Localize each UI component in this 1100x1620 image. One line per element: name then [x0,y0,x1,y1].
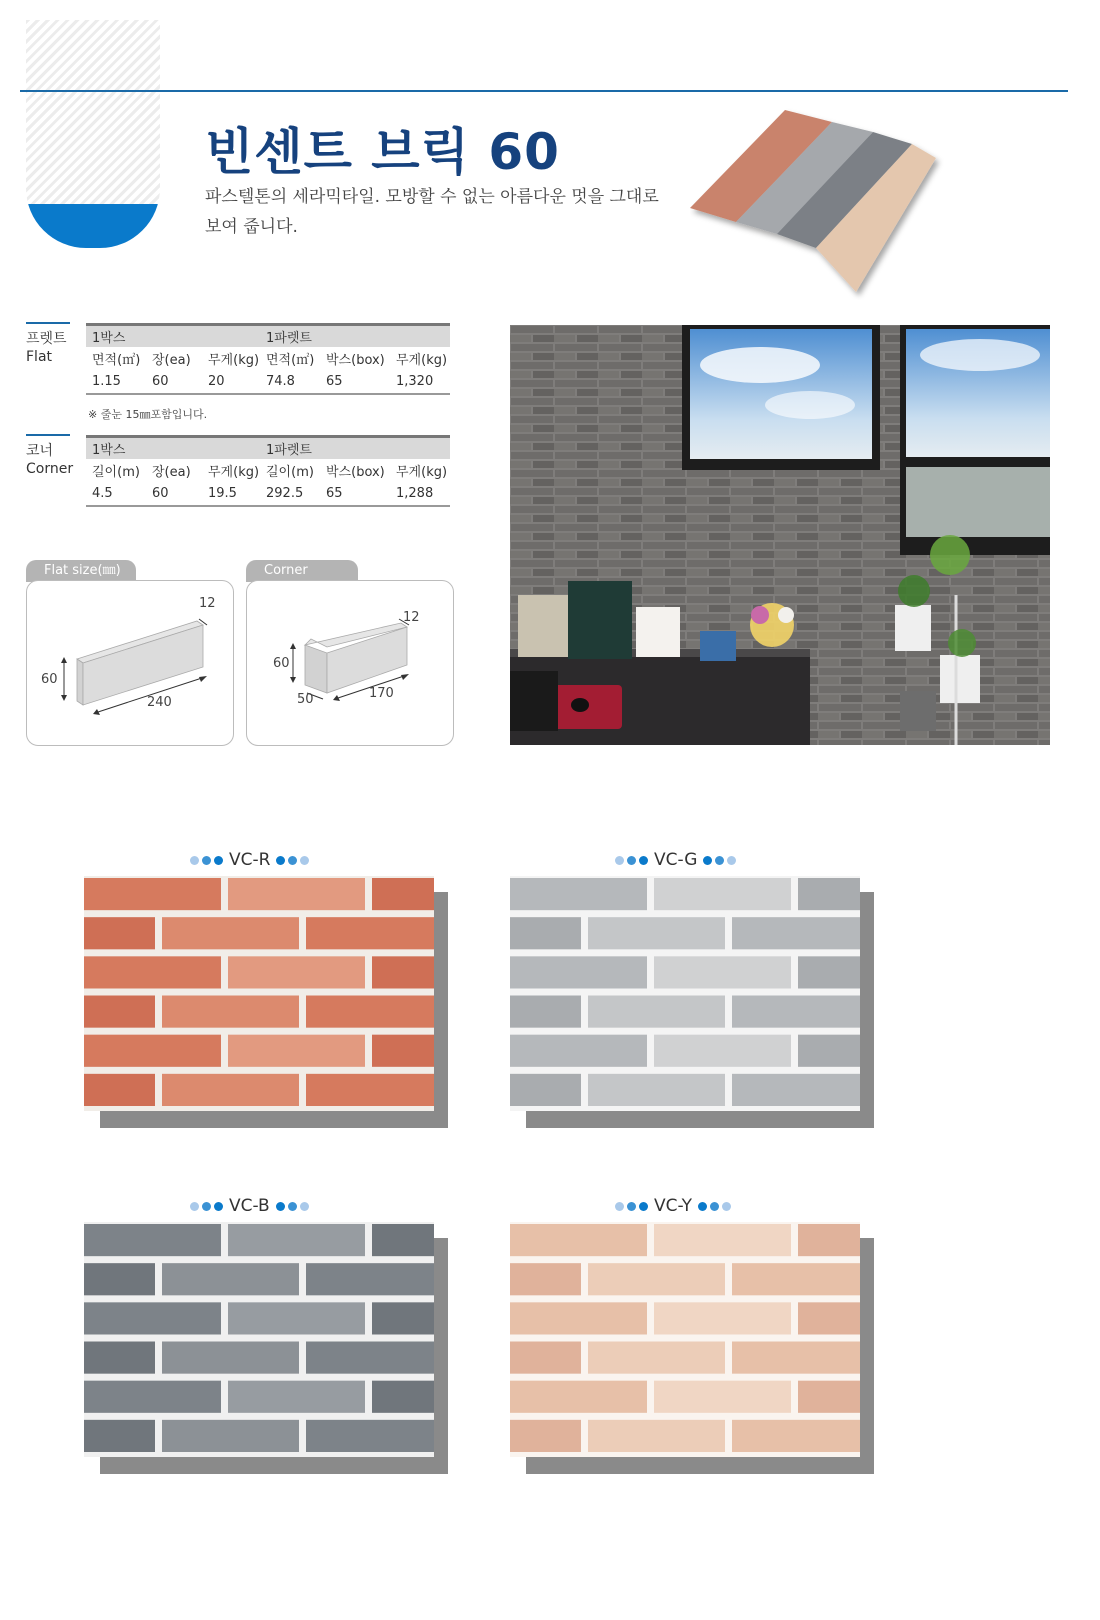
swatch-vc-y [510,1222,860,1457]
corner-group-box: 1박스 [86,437,260,460]
brick [510,1342,581,1374]
corner-label [26,434,73,478]
brick [510,956,647,988]
brick [228,1035,365,1067]
brick [84,1224,221,1256]
dots-right [703,856,736,865]
brick [732,1263,860,1295]
swatch-label-vc-b [190,1196,309,1216]
header-tab-accent [26,204,160,248]
table-row [86,459,450,482]
calendar [636,607,680,657]
table-header: 무게(kg) [396,353,448,368]
header-tab-decoration [26,20,160,248]
corner-width-label: 170 [369,686,394,701]
plant-pot-2 [940,655,980,703]
flat-size-box [26,580,234,746]
table-header: 무게(kg) [208,465,260,480]
brick [372,1224,434,1256]
brick [510,1381,647,1413]
brick [588,917,725,949]
brick [228,956,365,988]
brick [732,917,860,949]
brick [162,996,299,1028]
brick [84,878,221,910]
brick [372,1035,434,1067]
brick [732,1074,860,1106]
brick [162,1420,299,1452]
brick [510,996,581,1028]
table-header: 무게(kg) [208,353,260,368]
brick [306,1342,434,1374]
brick [798,878,860,910]
brick [84,1342,155,1374]
table-header: 면적(㎡) [266,353,315,368]
corner-label-ko: 코너 [26,443,54,459]
swatch-vc-g [510,876,860,1111]
brick [654,1381,791,1413]
dots-left [615,1202,648,1211]
interior-photo [510,325,1050,745]
brick [306,917,434,949]
flat-label-en: Flat [26,349,53,365]
corner-label-en: Corner [26,461,74,477]
swatch-code: VC-B [229,1196,270,1216]
table-cell: 4.5 [86,482,146,506]
corner-group-pallet: 1파렛트 [260,437,450,460]
brick [84,1420,155,1452]
corner-spec-table [86,435,450,507]
brick [162,1074,299,1106]
plant-pot-3 [900,691,936,731]
flat-size-diagram [27,581,232,743]
brick [228,1224,365,1256]
laptop [510,671,558,731]
table-cell: 65 [320,370,390,394]
brick [732,1420,860,1452]
brick [654,1224,791,1256]
brick [306,1074,434,1106]
brick [588,1420,725,1452]
corner-size-box [246,580,454,746]
photo-frame [700,631,736,661]
brick [510,1074,581,1106]
brick [306,1263,434,1295]
table-header: 장(ea) [152,353,191,368]
description-line-1: 파스텔톤의 세라믹타일. 모방할 수 없는 아름다운 멋을 그대로 [205,187,659,207]
flat-group-pallet: 1파렛트 [260,325,450,348]
corner-height-label: 60 [273,656,290,671]
corner-size-diagram [247,581,452,743]
table-cell: 20 [202,370,260,394]
table-cell: 292.5 [260,482,320,506]
brick [306,1420,434,1452]
table-row [86,437,450,460]
brick [510,1035,647,1067]
dots-right [698,1202,731,1211]
swatch-code: VC-G [654,850,698,870]
brick [510,1224,647,1256]
brick [654,1035,791,1067]
brick [654,956,791,988]
flat-height-label: 60 [41,672,58,687]
brick [654,1302,791,1334]
table-header: 길이(m) [92,465,140,480]
corner-size-tag: Corner [246,560,358,582]
brick [732,1342,860,1374]
brick [372,1302,434,1334]
flat-width-label: 240 [147,695,172,710]
flat-label [26,322,70,366]
table-header: 길이(m) [266,465,314,480]
table-cell: 19.5 [202,482,260,506]
brick [588,1074,725,1106]
dots-left [190,1202,223,1211]
brick [162,1342,299,1374]
swatch-label-vc-r [190,850,309,870]
table-cell: 1.15 [86,370,146,394]
brick [372,1381,434,1413]
brick [84,1074,155,1106]
flat-spec-table [86,323,450,395]
flat-size-tag: Flat size(㎜) [26,560,136,582]
dots-left [615,856,648,865]
brick [588,996,725,1028]
table-row [86,325,450,348]
brick [588,1263,725,1295]
table-header: 박스(box) [326,353,385,368]
brick [510,1263,581,1295]
table-header: 장(ea) [152,465,191,480]
brick [162,1263,299,1295]
flat-depth-label: 12 [199,596,216,611]
plant [930,535,970,575]
brick [798,1035,860,1067]
brick [84,917,155,949]
plant-pot [895,605,931,651]
table-header: 무게(kg) [396,465,448,480]
brick [798,956,860,988]
table-cell: 65 [320,482,390,506]
dots-right [276,1202,309,1211]
header-rule [20,90,1068,92]
brick [798,1302,860,1334]
swatch-code: VC-R [229,850,271,870]
dots-left [190,856,223,865]
brick [372,956,434,988]
brick [228,1381,365,1413]
swatch-vc-r [84,876,434,1111]
table-header: 면적(㎡) [92,353,141,368]
brick [588,1342,725,1374]
brick [510,1420,581,1452]
brick [84,1035,221,1067]
table-cell: 60 [146,370,202,394]
window-right-lower [906,467,1050,537]
table-cell: 74.8 [260,370,320,394]
binder [568,581,632,659]
table-cell: 60 [146,482,202,506]
table-cell: 1,320 [390,370,450,394]
swatch-code: VC-Y [654,1196,693,1216]
swatch-label-vc-g [615,850,736,870]
brick [798,1381,860,1413]
brick [84,996,155,1028]
table-header: 박스(box) [326,465,385,480]
table-row [86,482,450,506]
brick [84,1302,221,1334]
table-row [86,370,450,394]
brick [372,878,434,910]
dots-right [276,856,309,865]
page-title: 빈센트 브릭 60 [205,123,560,181]
brick [510,878,647,910]
brick [510,1302,647,1334]
brick [228,1302,365,1334]
brick [84,956,221,988]
mouse [571,698,589,712]
brick [84,1381,221,1413]
flat-note: ※ 줄눈 15㎜포함입니다. [88,408,208,421]
brick [306,996,434,1028]
description-line-2: 보여 줍니다. [205,217,298,237]
swatch-label-vc-y [615,1196,731,1216]
brick [798,1224,860,1256]
flat-group-box: 1박스 [86,325,260,348]
flat-label-ko: 프렛트 [26,331,67,347]
product-tiles-image [690,100,950,300]
brick [162,917,299,949]
product-description [205,182,685,242]
brick [228,878,365,910]
brick [732,996,860,1028]
brick [654,878,791,910]
brick [84,1263,155,1295]
table-cell: 1,288 [390,482,450,506]
corner-depth-label: 12 [403,610,420,625]
corner-side-label: 50 [297,692,314,707]
table-row [86,347,450,370]
brick [510,917,581,949]
swatch-vc-b [84,1222,434,1457]
